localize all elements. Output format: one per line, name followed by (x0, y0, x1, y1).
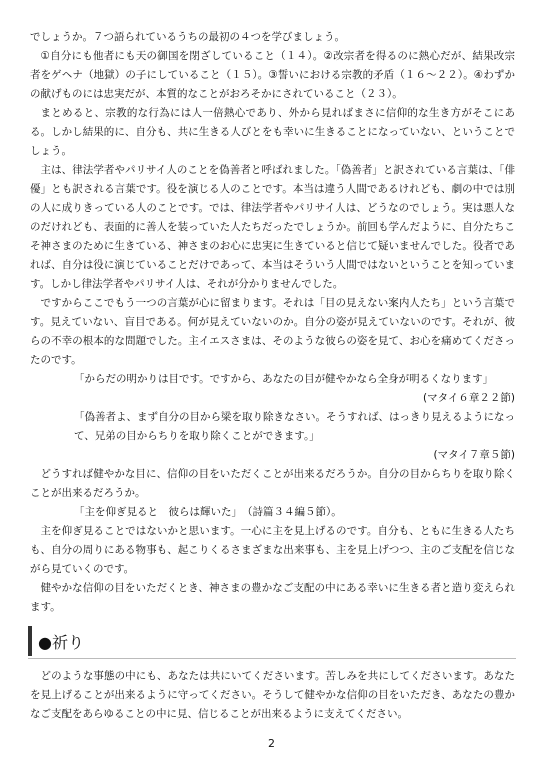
scripture-quote: 「偽善者よ、まず自分の目から梁を取り除きなさい。そうすれば、はっきり見えるようになって、兄弟の目からちりを取り除くことができます。」 (74, 411, 515, 442)
paragraph: ですからここでもう一つの言葉が心に留まります。それは「目の見えない案内人たち」という言葉です。見えていない、盲目である。何が見えていないのか。自分の姿が見えていないのです。それが、彼らの不幸の根本的な問題でした。主イエスさまは、そのような彼らの姿を見て、お心を痛めてくださったのです。 (30, 297, 515, 366)
paragraph: ①自分にも他者にも天の御国を閉ざしていること（１４）。②改宗者を得るのに熱心だが、結果改宗者をゲヘナ（地獄）の子にしていること（１５）。③誓いにおける宗教的矛盾（１６～２２）。④わずかの献げものには忠実だが、本質的なことがおろそかにされていること（２３）。 (30, 50, 515, 100)
section-heading (28, 626, 516, 656)
paragraph: まとめると、宗教的な行為には人一倍熱心であり、外から見ればまさに信仰的な生き方がそこにある。しかし結果的に、自分も、共に生きる人びとをも幸いに生きることになっていない、ということでしょう。 (30, 107, 515, 157)
paragraph: 主を仰ぎ見ることではないかと思います。一心に主を見上げるのです。自分も、ともに生きる人たちも、自分の周りにある物事も、起こりくるさまざまな出来事も、主を見上げつつ、主のご支配を信じながら見ていくのです。 (30, 525, 515, 575)
scripture-reference: (マタイ７章５節) (433, 449, 515, 461)
paragraph: 主は、律法学者やパリサイ人のことを偽善者と呼ばれました。「偽善者」と訳されている言葉は、「俳優」とも訳される言葉です。役を演じる人のことです。本当は違う人間であるけれども、劇の中では別の人に成りきっている人のことです。では、律法学者やパリサイ人は、どうなのでしょう。実は悪人なのだけれども、表面的に善人を装っていた人たちだったでしょうか。前回も学んだように、自分たちこそ神さまのために生きている、神さまのお心に忠実に生きていると信じて疑いませんでした。役者であれば、自分は役に演じていることだけであって、本当はそういう人間ではないということを知っています。しかし律法学者やパリサイ人は、それが分かりませんでした。 (30, 164, 515, 290)
scripture-quote: 「からだの明かりは目です。ですから、あなたの目が健やかなら全身が明るくなります」 (74, 373, 494, 385)
heading-title: ●祈り (38, 632, 84, 652)
scripture-quote: 「主を仰ぎ見ると 彼らは輝いた」 （詩篇３４編５節）。 (74, 506, 342, 518)
heading-bar (28, 626, 32, 656)
paragraph: でしょうか。７つ語られているうちの最初の４つを学びましょう。 (30, 31, 345, 43)
prayer-text: どのような事態の中にも、あなたは共にいてくださいます。苦しみを共にしてくださいます。あなたを見上げることが出来るように守ってください。そうして健やかな信仰の目をいただき、あなたの豊かなご支配をあらゆることの中に見、信じることが出来るように支えてください。 (30, 670, 515, 720)
paragraph: 健やかな信仰の目をいただくとき、神さまの豊かなご支配の中にある幸いに生きる者と造り変えられます。 (30, 582, 515, 613)
document-body (30, 28, 515, 617)
heading-divider (28, 658, 516, 659)
paragraph: どうすれば健やかな目に、信仰の目をいただくことが出来るだろうか。自分の目からちりを取り除くことが出来るだろうか。 (30, 468, 515, 499)
prayer-section (30, 667, 515, 724)
page-number: 2 (268, 737, 275, 750)
scripture-reference: (マタイ６章２２節) (423, 392, 515, 404)
